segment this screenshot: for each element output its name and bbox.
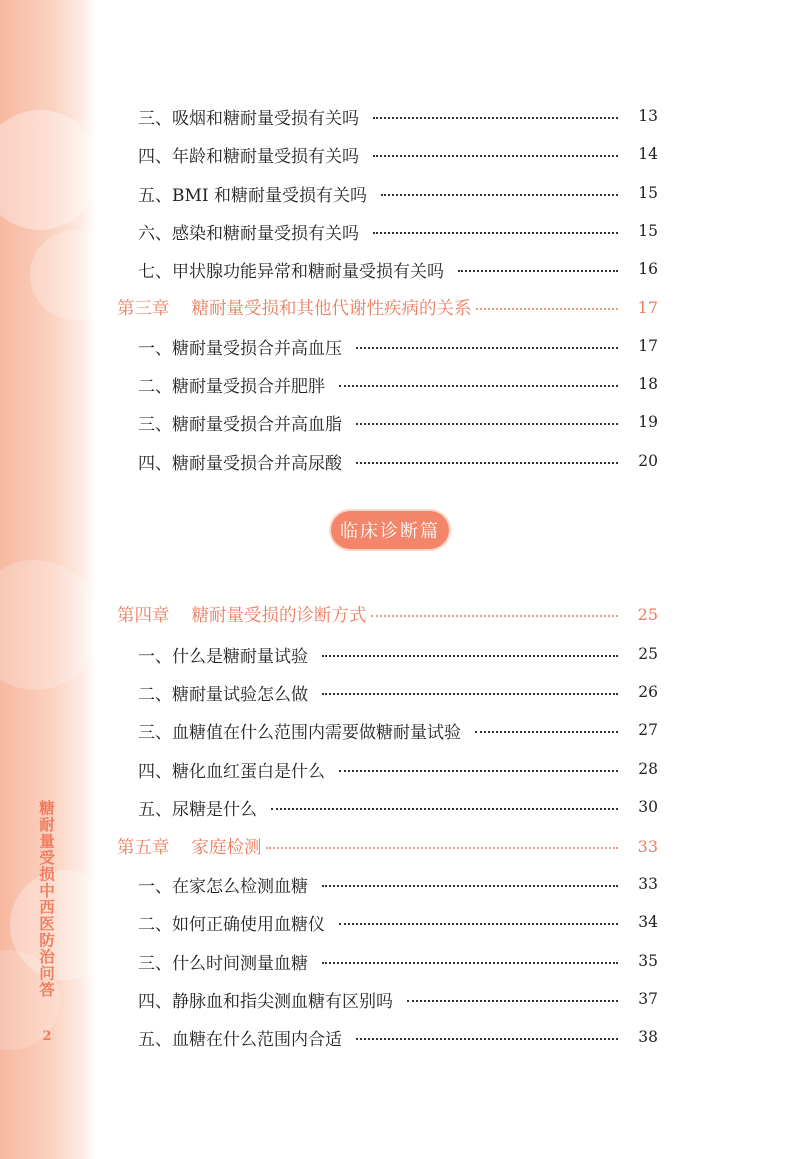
- dot-leader: [266, 847, 619, 849]
- book-title-vertical: 糖耐量受损中西医防治问答: [37, 800, 55, 998]
- toc-entry-page: 38: [638, 1028, 658, 1046]
- toc-entry[interactable]: [138, 986, 658, 1012]
- toc-entry-page: 16: [638, 260, 658, 278]
- decor-circle: [0, 560, 96, 690]
- dot-leader: [271, 808, 618, 810]
- toc-entry[interactable]: [138, 1024, 658, 1050]
- toc-chapter-4[interactable]: [117, 601, 658, 627]
- toc-entry-label: 二、糖耐量受损合并肥胖: [138, 376, 325, 397]
- toc-entry[interactable]: [138, 103, 658, 129]
- decor-circle: [30, 230, 96, 320]
- toc-entry-label: 四、静脉血和指尖测血糖有区别吗: [138, 991, 393, 1012]
- toc-entry-label: 六、感染和糖耐量受损有关吗: [138, 223, 359, 244]
- dot-leader: [373, 155, 618, 157]
- dot-leader: [371, 615, 619, 617]
- toc-entry-label: 五、BMI 和糖耐量受损有关吗: [138, 185, 368, 206]
- toc-entry[interactable]: [138, 218, 658, 244]
- toc-entry[interactable]: [138, 871, 658, 897]
- part-heading: 临床诊断篇: [331, 511, 449, 549]
- dot-leader: [339, 385, 618, 387]
- chapter-title: 家庭检测: [191, 837, 262, 858]
- toc-entry-label: 三、糖耐量受损合并高血脂: [138, 414, 342, 435]
- dot-leader: [373, 232, 618, 234]
- dot-leader: [381, 194, 618, 196]
- toc-entry-page: 30: [638, 798, 658, 816]
- toc-chapter-3[interactable]: [117, 294, 658, 320]
- toc-entry[interactable]: [138, 448, 658, 474]
- dot-leader: [356, 423, 618, 425]
- dot-leader: [476, 308, 619, 310]
- toc-entry-label: 三、吸烟和糖耐量受损有关吗: [138, 108, 359, 129]
- toc-entry-page: 13: [638, 107, 658, 125]
- chapter-title: 糖耐量受损的诊断方式: [191, 605, 367, 626]
- toc-entry-label: 五、尿糖是什么: [138, 799, 257, 820]
- toc-entry-label: 四、糖耐量受损合并高尿酸: [138, 453, 342, 474]
- toc-entry[interactable]: [138, 333, 658, 359]
- toc-entry-page: 17: [638, 337, 658, 355]
- chapter-number: 第五章: [117, 837, 170, 858]
- chapter-title: 糖耐量受损和其他代谢性疾病的关系: [191, 298, 472, 319]
- toc-entry-label: 一、什么是糖耐量试验: [138, 646, 308, 667]
- dot-leader: [356, 1038, 618, 1040]
- dot-leader: [458, 270, 618, 272]
- toc-entry-page: 20: [638, 452, 658, 470]
- page-number: 2: [42, 1029, 52, 1044]
- toc-entry[interactable]: [138, 180, 658, 206]
- toc-entry[interactable]: [138, 679, 658, 705]
- toc-entry-page: 15: [638, 222, 658, 240]
- chapter-number: 第三章: [117, 298, 170, 319]
- dot-leader: [322, 655, 618, 657]
- toc-entry[interactable]: [138, 371, 658, 397]
- toc-entry[interactable]: [138, 756, 658, 782]
- dot-leader: [407, 1000, 618, 1002]
- toc-entry[interactable]: [138, 794, 658, 820]
- dot-leader: [322, 693, 618, 695]
- chapter-page: 33: [637, 836, 658, 856]
- toc-entry-label: 二、如何正确使用血糖仪: [138, 914, 325, 935]
- toc-entry[interactable]: [138, 409, 658, 435]
- dot-leader: [322, 885, 618, 887]
- toc-entry[interactable]: [138, 948, 658, 974]
- toc-entry-page: 34: [638, 913, 658, 931]
- toc-entry-page: 26: [638, 683, 658, 701]
- toc-entry-page: 25: [638, 645, 658, 663]
- toc-entry-page: 35: [638, 952, 658, 970]
- toc-entry-label: 一、在家怎么检测血糖: [138, 876, 308, 897]
- dot-leader: [322, 962, 618, 964]
- toc-entry-page: 19: [638, 413, 658, 431]
- chapter-page: 17: [637, 297, 658, 317]
- toc-entry-page: 37: [638, 990, 658, 1008]
- decor-circle: [0, 110, 96, 230]
- dot-leader: [339, 770, 618, 772]
- dot-leader: [339, 923, 618, 925]
- toc-chapter-5[interactable]: [117, 833, 658, 859]
- chapter-page: 25: [637, 604, 658, 624]
- dot-leader: [356, 462, 618, 464]
- toc-entry-label: 二、糖耐量试验怎么做: [138, 684, 308, 705]
- toc-entry-page: 15: [638, 184, 658, 202]
- toc-entry-label: 三、什么时间测量血糖: [138, 953, 308, 974]
- toc-entry-page: 27: [638, 721, 658, 739]
- toc-entry-page: 18: [638, 375, 658, 393]
- toc-entry-label: 五、血糖在什么范围内合适: [138, 1029, 342, 1050]
- toc-entry[interactable]: [138, 909, 658, 935]
- toc-entry-label: 七、甲状腺功能异常和糖耐量受损有关吗: [138, 261, 444, 282]
- toc-entry-page: 33: [638, 875, 658, 893]
- toc-entry[interactable]: [138, 641, 658, 667]
- toc-entry-page: 28: [638, 760, 658, 778]
- toc-entry-page: 14: [638, 145, 658, 163]
- toc-entry-label: 三、血糖值在什么范围内需要做糖耐量试验: [138, 722, 461, 743]
- chapter-number: 第四章: [117, 605, 170, 626]
- toc-entry[interactable]: [138, 256, 658, 282]
- toc-entry-label: 四、糖化血红蛋白是什么: [138, 761, 325, 782]
- toc-entry[interactable]: [138, 717, 658, 743]
- dot-leader: [475, 731, 618, 733]
- dot-leader: [373, 117, 618, 119]
- toc-entry-label: 一、糖耐量受损合并高血压: [138, 338, 342, 359]
- toc-entry-label: 四、年龄和糖耐量受损有关吗: [138, 146, 359, 167]
- toc-entry[interactable]: [138, 141, 658, 167]
- dot-leader: [356, 347, 618, 349]
